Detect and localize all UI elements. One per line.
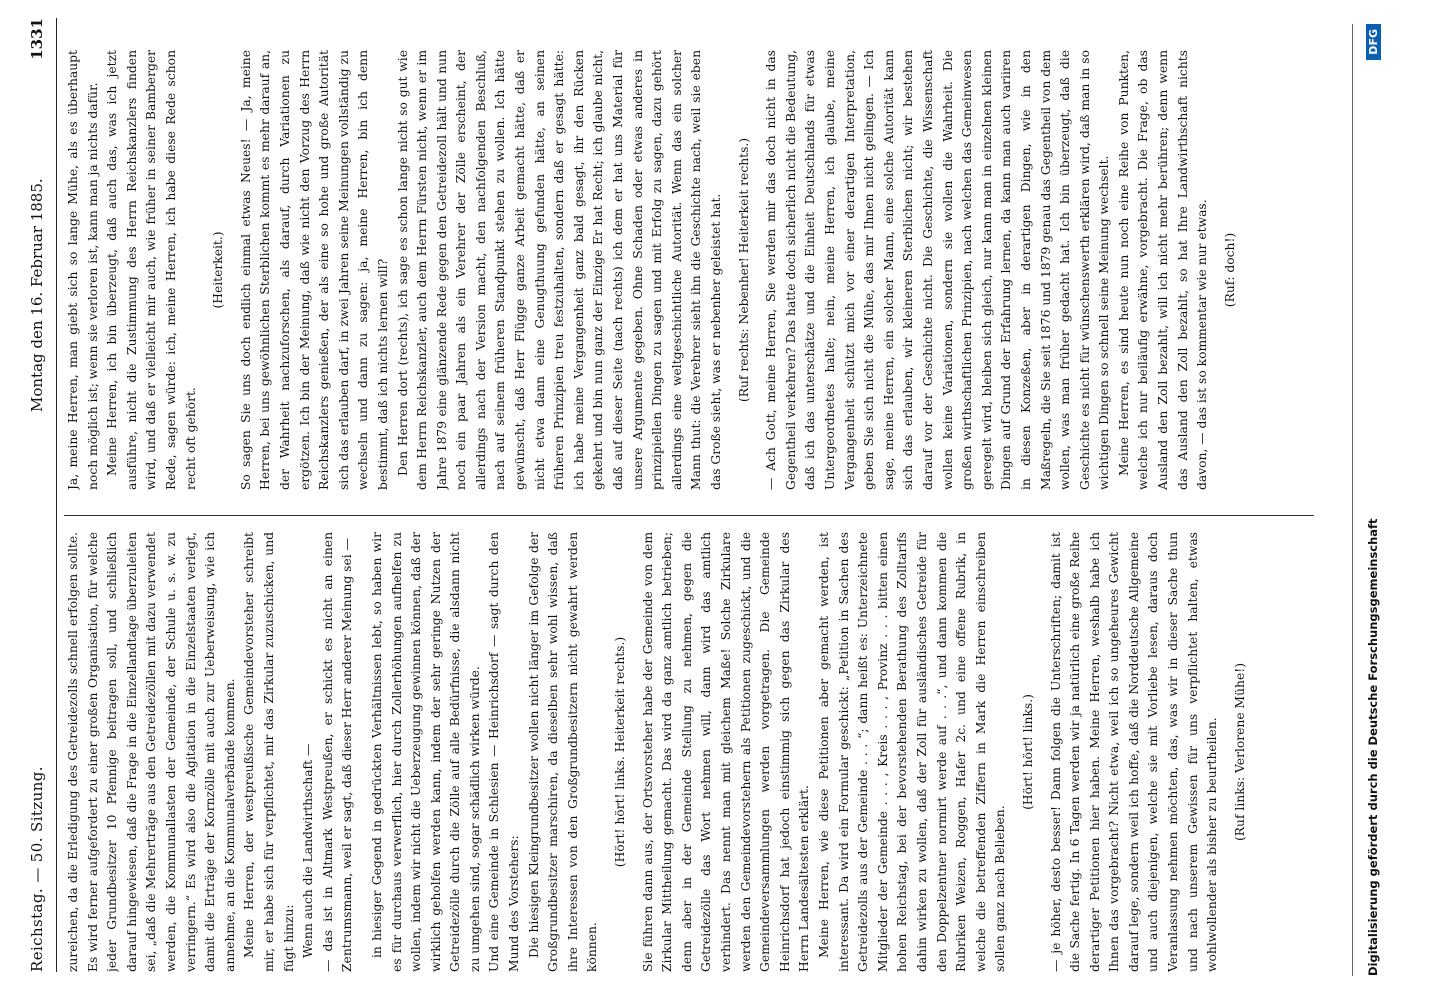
paragraph: — Ach Gott, meine Herren, Sie werden mir das doch nicht in das Gegentheil verkehren? Das hatte doch sicherlich nicht die Bedeutung, daß ich das unterschätze und die Einheit Deutschlands für etwas Untergeordnetes halte; nein, meine Herren, ich glaube, meine Vergangenheit schützt mich vor einer derartigen Interpretation, geben Sie sich nicht die Mühe, das mir Ihnen nicht gelingen. — Ich sage, meine Herren, ein solcher Mann, eine solche Autorität kann sich das erlauben, wir kleineren Sterblichen nicht; wir bestehen darauf vor der Geschichte nicht. Die Geschichte, die Wissenschaft wollen keine Variationen, sondern sie wollen die Wahrheit. Die großen wirthschaftlichen Prinzipien, nach welchen das Gemeinwesen geregelt wird, bleiben sich gleich, nur kann man in einzelnen kleinen Dingen auf Grund der Erfahrung lernen, da kann man auch variiren in diesen Konzeßen, aber in derartigen Dingen, wie in den Maßregeln, die Sie seit 1876 und 1879 genau das Gegentheil von dem wollen, was man früher gedacht hat. Ich bin überzeugt, daß die Geschichte es nicht für wünschenswerth erklären wird, daß man in so wichtigen Dingen so schnell seine Meinung wechselt. [764, 50, 1112, 490]
header-session: Reichstag. — 50. Sitzung. [28, 766, 46, 972]
paragraph: — das ist in Altmark Westpreußen, er schickt es nicht an einen Zentrumsmann, weil er sagt, daß dieser Herr anderer Meinung sei — [320, 532, 355, 972]
paragraph: Den Herren dort (rechts), ich sage es schon lange nicht so gut wie dem Herrn Reichskanzler, auch dem Herrn Fürsten nicht, wenn er im Jahre 1879 eine glänzende Rede gegen den Getreidezoll hält und nun noch ein paar Jahren als ein Verehrer der Zölle erscheint, der allerdings nach der Version macht, den nachfolgenden Beschluß, nach auf seinem früheren Standpunkt stehen zu wollen. Ich hätte gewünscht, daß Herr Flügge ganze Arbeit gemacht hätte, daß er nicht etwa dann eine Genugthuung gefunden hätte, an seinen früheren Prinzipien treu festzuhalten, sondern daß er gesagt hätte: ich habe meine Vergangenheit ganz bald gesagt, ihr den Rücken gekehrt und bin nun ganz der Einzige Er hat Recht; ich glaube nicht, daß auf dieser Seite (nach rechts) ich dem er hat uns Material für unsere Argumente gegeben. Ohne Schaden oder etwas anderes in prinzipiellen Dingen zu sagen und mit Erfolg zu sagen, dazu gehört allerdings eine weltgeschichtliche Autorität. Wenn das ein solcher Mann thut: die Verehrer sieht ihn die Geschichte nach, weil sie eben das Große sieht, was er nebenher geleistet hat. [395, 50, 723, 490]
paragraph: Die hiesigen Kleingrundbesitzer wollen nicht länger im Gefolge der Großgrundbesitzer marschiren, da dieselben sehr wohl wissen, daß ihre Interessen von den Großgrundbesitzern nicht gewahrt werden können. [526, 532, 600, 972]
running-header [28, 18, 57, 972]
text-column-right [64, 50, 1314, 490]
paragraph: zureichen, da die Erledigung des Getreidezolls schnell erfolgen sollte. Es wird ferner aufgefordert zu einer großen Organisation, für welche jeder Grundbesitzer 10 Pfennige beitragen soll, und schließlich darauf hingewiesen, daß die Frage in die Einzellandtage überzuleiten sei, „daß die Mehrerträge aus den Getreidezöllen mit dazu verwendet werden, die Kommunallasten der Gemeinde, der Schule u. s. w. zu verringern.“ Es wird also die Agitation in die Einzelstaaten verlegt, damit die Erträge der Kornzölle mit auch zur Ueberweisung, wie ich annehme, an die Kommunalverbände kommen. [66, 532, 237, 972]
interjection: (Ruf links: Verlorene Mühe!) [1232, 663, 1247, 841]
interjection: (Heiterkeit.) [211, 231, 226, 309]
paragraph: Meine Herren, es sind heute nun noch eine Reihe von Punkten, welche ich nur beiläufig erwähne, vorgebracht. Die Frage, ob das Ausland den Zoll bezahlt, will ich nicht mehr berühren; denn wenn das Ausland den Zoll bezahlt, so hat Ihre Landwirthschaft nichts davon, — das ist so kommentar wie nur etwas. [1116, 50, 1210, 490]
paragraph: Und eine Gemeinde in Schlesien — Heinrichsdorf — sagt durch den Mund des Vorstehers: [487, 532, 522, 972]
paragraph: Meine Herren, ich bin überzeugt, daß auch das, was ich jetzt ausführe, nicht die Zustimmung des Herrn Reichskanzlers finden wird, und daß er vielleicht mir auch, wie früher in seiner Bamberger Rede, sagen würde: ich, meine Herren, ich habe diese Rede schon recht oft gehört. [105, 50, 198, 490]
interjection: (Hört! hört! links. Heiterkeit rechts.) [613, 636, 628, 868]
interjection: (Ruf: doch!) [1222, 232, 1237, 308]
paragraph: in hiesiger Gegend in gedrückten Verhältnissen lebt, so haben wir es für durchaus verwerflich, hier durch Zollerhöhungen aufhelfen zu wollen, indem wir nicht die Ueberzeugung gewinnen können, daß der wirklich geholfen werden kann, indem der sehr geringe Nutzen der Getreidezölle durch die Zölle auf alle Bedürfnisse, die alsdann nicht zu umgehen sind, sogar schädlich wirken würde. [369, 532, 482, 972]
paragraph: Sie führen dann aus, der Ortsvorsteher habe der Gemeinde von dem Zirkular Mittheilung gemacht. Das wird da ganz amtlich betrieben; denn aber in der Gemeinde Stellung zu nehmen, gegen die Getreidezölle das Wort nehmen will, dann wird das amtlich verhindert. Das nennt man mit gleichem Maße! Solche Zirkulare werden den Gemeindevorstehern als Petitionen zugeschickt, und die Gemeindeversammlungen werden vorgetragen. Die Gemeinde Heinrichsdorf hat jedoch einstimmig sich gegen das Zirkular des Herrn Landesältesten erklärt. [640, 532, 812, 972]
paragraph: So sagen Sie uns doch endlich einmal etwas Neues! — Ja, meine Herren, bei uns gewöhnlichen Sterblichen kommt es mehr darauf an, der Wahrheit nachzuforschen, als darauf, durch Variationen zu ergötzen. Ich bin der Meinung, daß wie nicht den Vorzug des Herrn Reichskanzlers genießen, der als eine so hohe und große Autorität sich das erlauben darf, in zwei Jahren seine Meinungen vollständig zu wechseln und dann zu sagen: ja, meine Herren, bin ich denn bestimmt, daß ich nichts lernen will? [238, 50, 390, 490]
text-column-left [64, 532, 1314, 972]
column-divider [64, 515, 1314, 516]
funding-note: Digitalisierung gefördert durch die Deutsche Forschungsgemeinschaft [1366, 518, 1380, 976]
paragraph: — je höher, desto besser! Dann folgen die Unterschriften; damit ist die Sache fertig. In 6 Tagen werden wir ja natürlich eine große Reihe derartiger Petitionen hier haben. Meine Herren, weshalb habe ich Ihnen das vorgebracht? Nicht etwa, weil ich so ungeheures Gewicht darauf lege, sondern weil ich hoffe, daß die Norddeutsche Allgemeine und auch diejenigen, welche sie mit Vorliebe lesen, daraus doch Veranlassung nehmen möchten, das, was wir in dieser Sache thun und nach unserem Gewissen für uns verpflichtet halten, etwas wohlwollender als bisher zu beurtheilen. [1048, 532, 1220, 972]
paragraph: Meine Herren, wie diese Petitionen aber gemacht werden, ist interessant. Da wird ein Formular geschickt: „Petition in Sachen des Getreidezolls aus der Gemeinde . . . “; dann heißt es: Unterzeichnete Mitglieder der Gemeinde . . . , Kreis . . . , Provinz . . . bitten einen hohen Reichstag, bei der bevorstehenden Berathung des Zolltarifs dahin wirken zu wollen, daß der Zoll für ausländisches Getreide für den Doppelzentner normirt werde auf . . .“, und dann kommen die Rubriken Weizen, Roggen, Hafer 2c. und eine offene Rubrik, in welche die betreffenden Ziffern in Mark die Herren einschreiben sollen ganz nach Belieben. [816, 532, 1008, 972]
header-date: Montag den 16. Februar 1885. [28, 178, 46, 412]
interjection: (Hört! hört! links.) [1020, 694, 1035, 810]
paragraph: Meine Herren, der westpreußische Gemeindevorsteher schreibt mir, er habe sich für verpflichtet, mir das Zirkular zuzuschicken, und fügt hinzu: [242, 532, 296, 972]
paragraph: Ja, meine Herren, man giebt sich so lange Mühe, als es überhaupt noch möglich ist; wenn sie verloren ist, kann man ja nichts dafür. [66, 50, 100, 490]
dfg-logo: DFG [1366, 24, 1381, 60]
interjection: (Ruf rechts: Nebenher! Heiterkeit rechts.) [736, 137, 751, 403]
paragraph: Wenn auch die Landwirthschaft — [301, 743, 316, 958]
footer [1352, 24, 1393, 976]
page-number: 1331 [28, 18, 46, 60]
